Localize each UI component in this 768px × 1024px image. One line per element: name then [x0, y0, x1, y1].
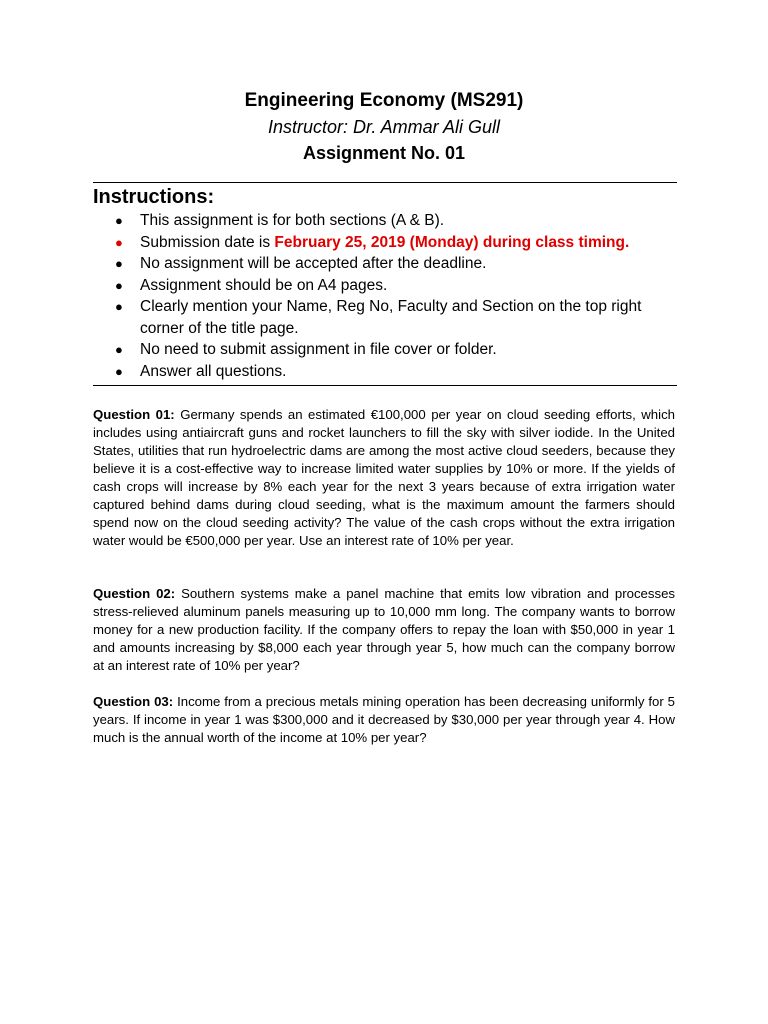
instructions-list: [93, 210, 683, 382]
question-text: Germany spends an estimated €100,000 per year on cloud seeding efforts, which includes using antiaircraft guns and rocket launchers to fill the sky with silver iodide. In the United States, utilities that run hydroelectric dams are among the most active cloud seeders, because they believe it is a cost-effective way to increase limited water supplies by 10% or more. If the yields of cash crops will increase by 8% each year for the next 3 years because of extra irrigation water captured behind dams during cloud seeding, what is the maximum amount the farmers should spend now on the cloud seeding activity? The value of the cash crops without the extra irrigation water would be €500,000 per year. Use an interest rate of 10% per year.: [93, 407, 675, 548]
instruction-item: [93, 361, 683, 383]
document-header: [0, 88, 768, 166]
assignment-number: Assignment No. 01: [302, 143, 466, 163]
bullet-icon: ●: [115, 299, 123, 314]
instructions-heading: Instructions:: [93, 186, 215, 208]
instruction-item: [93, 253, 683, 275]
instruction-text: No assignment will be accepted after the deadline.: [140, 255, 487, 272]
instructor-line: Instructor: Dr. Ammar Ali Gull: [267, 117, 501, 137]
question-text: Income from a precious metals mining operation has been decreasing uniformly for 5 years. If income in year 1 was $300,000 and it decreased by $30,000 per year through year 4. How much is the annual worth of the income at 10% per year?: [93, 694, 675, 745]
instruction-text: Submission date is: [140, 233, 275, 251]
instruction-text: Answer all questions.: [140, 362, 287, 380]
bullet-icon: ●: [115, 342, 123, 357]
instruction-item: [93, 210, 683, 232]
question-text: Southern systems make a panel machine that emits low vibration and processes stress-relieved aluminum panels measuring up to 10,000 mm long. The company wants to borrow money for a new production facility. If the company offers to repay the loan with $50,000 in year 1 and amounts increasing by $8,000 each year through year 5, how much can the company borrow at an interest rate of 10% per year?: [93, 586, 676, 673]
question-03: [93, 693, 675, 747]
bullet-icon: ●: [115, 213, 123, 228]
instruction-item: [93, 275, 683, 297]
bullet-icon: ●: [115, 234, 123, 250]
instruction-item-submission: [93, 232, 683, 254]
question-02: [93, 585, 675, 675]
question-label: Question 01:: [93, 407, 175, 422]
submission-deadline: February 25, 2019 (Monday) during class timing.: [274, 233, 630, 251]
bullet-icon: ●: [115, 256, 123, 271]
instruction-item: [93, 296, 683, 339]
instruction-text: This assignment is for both sections (A & B).: [140, 212, 445, 229]
instruction-text: Clearly mention your Name, Reg No, Faculty and Section on the top right corner of the title page.: [140, 298, 642, 337]
course-title: Engineering Economy (MS291): [244, 90, 524, 111]
instruction-text: Assignment should be on A4 pages.: [140, 276, 388, 294]
bullet-icon: ●: [115, 363, 123, 379]
question-label: Question 03:: [93, 694, 174, 709]
instruction-text: No need to submit assignment in file cover or folder.: [140, 341, 497, 358]
instruction-item: [93, 339, 683, 361]
divider-bottom: [93, 385, 677, 386]
bullet-icon: ●: [115, 277, 123, 293]
question-label: Question 02:: [93, 586, 176, 601]
question-01: [93, 406, 675, 550]
